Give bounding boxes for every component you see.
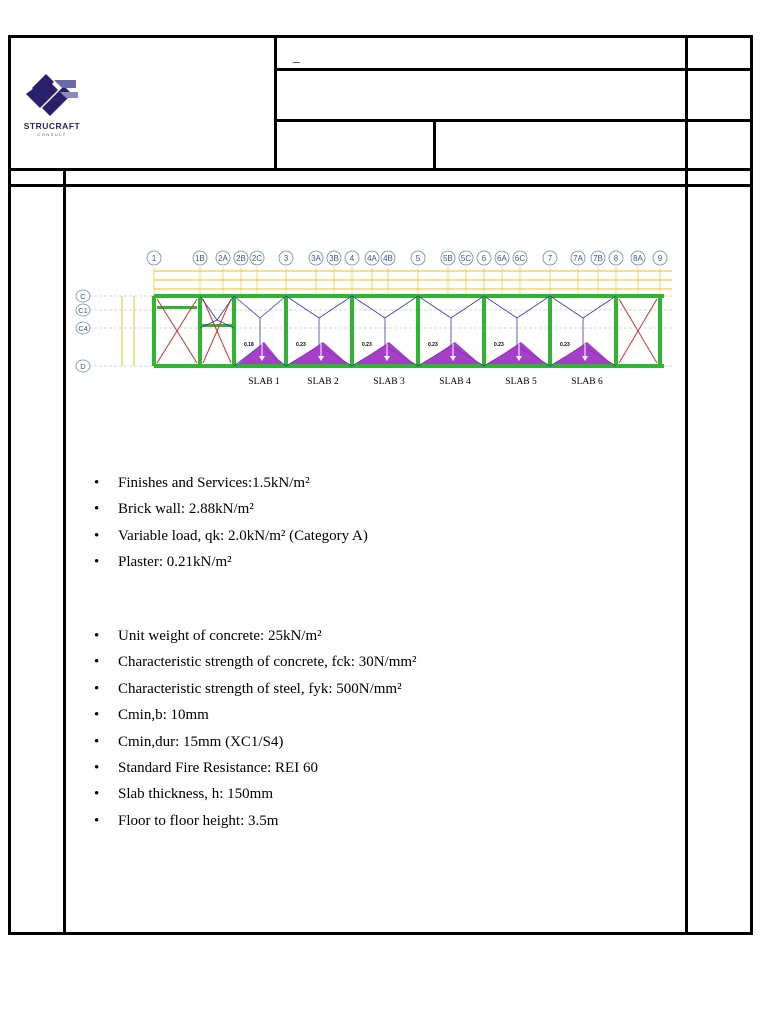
slab-label: SLAB 3 bbox=[373, 377, 405, 387]
slab-label: SLAB 5 bbox=[505, 377, 537, 387]
header-row-1 bbox=[274, 68, 753, 71]
company-name: STRUCRAFT bbox=[23, 121, 81, 131]
load-value: 0.23 bbox=[362, 342, 372, 348]
logo-mark-icon bbox=[26, 74, 78, 116]
list-item: • Brick wall: 2.88kN/m² bbox=[94, 496, 368, 522]
beam-column bbox=[416, 296, 420, 366]
body-left-margin bbox=[63, 168, 66, 935]
beam-infill bbox=[202, 324, 232, 327]
frame-top bbox=[8, 35, 753, 38]
beam-column bbox=[658, 296, 662, 366]
loads-list bbox=[94, 470, 368, 576]
grid-label: 6A bbox=[497, 254, 507, 263]
tributary-line bbox=[200, 296, 234, 320]
grid-label: 3B bbox=[329, 254, 339, 263]
grid-label: 1 bbox=[151, 254, 157, 263]
grid-label: C bbox=[80, 292, 86, 301]
tributary-line bbox=[550, 296, 616, 318]
strip-bottom bbox=[8, 184, 753, 187]
list-item: • Unit weight of concrete: 25kN/m² bbox=[94, 623, 417, 649]
grid-label: 7 bbox=[547, 254, 553, 263]
grid-label: 3A bbox=[311, 254, 321, 263]
grid-label: 4A bbox=[367, 254, 377, 263]
list-item: • Variable load, qk: 2.0kN/m² (Category A) bbox=[94, 523, 368, 549]
list-item: • Standard Fire Resistance: REI 60 bbox=[94, 755, 417, 781]
grid-label: 5B bbox=[443, 254, 453, 263]
slab-label: SLAB 2 bbox=[307, 377, 339, 387]
grid-label: 3 bbox=[283, 254, 289, 263]
beam-bottom bbox=[154, 364, 664, 368]
frame-bottom bbox=[8, 932, 753, 935]
beam-top bbox=[154, 294, 664, 298]
list-item: • Finishes and Services:1.5kN/m² bbox=[94, 470, 368, 496]
grid-label: C1 bbox=[78, 306, 88, 315]
grid-label: 4 bbox=[349, 254, 355, 263]
grid-label: 8 bbox=[613, 254, 619, 263]
grid-label: 6C bbox=[514, 254, 526, 263]
slab-label: SLAB 6 bbox=[571, 377, 603, 387]
load-value: 0.23 bbox=[494, 342, 504, 348]
grid-label: 5 bbox=[415, 254, 421, 263]
list-item: • Cmin,b: 10mm bbox=[94, 702, 417, 728]
beam-column bbox=[232, 296, 236, 366]
list-item: • Characteristic strength of steel, fyk: 500N/mm² bbox=[94, 676, 417, 702]
list-item: • Plaster: 0.21kN/m² bbox=[94, 549, 368, 575]
beam-column bbox=[350, 296, 354, 366]
list-item: • Characteristic strength of concrete, fck: 30N/mm² bbox=[94, 649, 417, 675]
beam-column bbox=[284, 296, 288, 366]
grid-label: 9 bbox=[657, 254, 663, 263]
header-sub-divider bbox=[433, 119, 436, 170]
slab-label: SLAB 1 bbox=[248, 377, 280, 387]
grid-label: 7B bbox=[593, 254, 603, 263]
materials-list bbox=[94, 623, 417, 834]
grid-label: 4B bbox=[383, 254, 393, 263]
load-value: 0.23 bbox=[296, 342, 306, 348]
grid-label: 2A bbox=[218, 254, 228, 263]
grid-label: 8A bbox=[633, 254, 643, 263]
grid-label: 2B bbox=[236, 254, 246, 263]
list-item: • Floor to floor height: 3.5m bbox=[94, 808, 417, 834]
grid-label: D bbox=[80, 362, 86, 371]
header-bottom bbox=[8, 168, 753, 171]
load-value: 0.18 bbox=[244, 342, 254, 348]
load-value: 0.23 bbox=[560, 342, 570, 348]
slab-labels bbox=[248, 377, 603, 387]
list-item: • Slab thickness, h: 150mm bbox=[94, 781, 417, 807]
grid-label: C4 bbox=[78, 324, 88, 333]
beam-column bbox=[614, 296, 618, 366]
tributary-line bbox=[484, 296, 550, 318]
grid-label: 2C bbox=[251, 254, 263, 263]
header-row-2 bbox=[274, 119, 753, 122]
beam-column bbox=[198, 296, 202, 366]
company-logo bbox=[20, 72, 84, 142]
slab-label: SLAB 4 bbox=[439, 377, 471, 387]
beam-column bbox=[152, 296, 156, 366]
grid-label: 6 bbox=[481, 254, 487, 263]
beam-column bbox=[482, 296, 486, 366]
tributary-line bbox=[418, 296, 484, 318]
grid-label: 7A bbox=[573, 254, 583, 263]
company-tagline: CONSULT bbox=[37, 132, 67, 137]
grid-label: 5C bbox=[460, 254, 472, 263]
grid-label: 1B bbox=[195, 254, 205, 263]
tributary-line bbox=[286, 296, 352, 318]
slab-layout-drawing bbox=[72, 240, 684, 400]
list-item: • Cmin,dur: 15mm (XC1/S4) bbox=[94, 729, 417, 755]
beam-column bbox=[548, 296, 552, 366]
tributary-line bbox=[234, 296, 286, 318]
header-divider-logo bbox=[274, 35, 277, 170]
project-field: _ bbox=[293, 50, 300, 65]
tributary-line bbox=[352, 296, 418, 318]
load-value: 0.23 bbox=[428, 342, 438, 348]
